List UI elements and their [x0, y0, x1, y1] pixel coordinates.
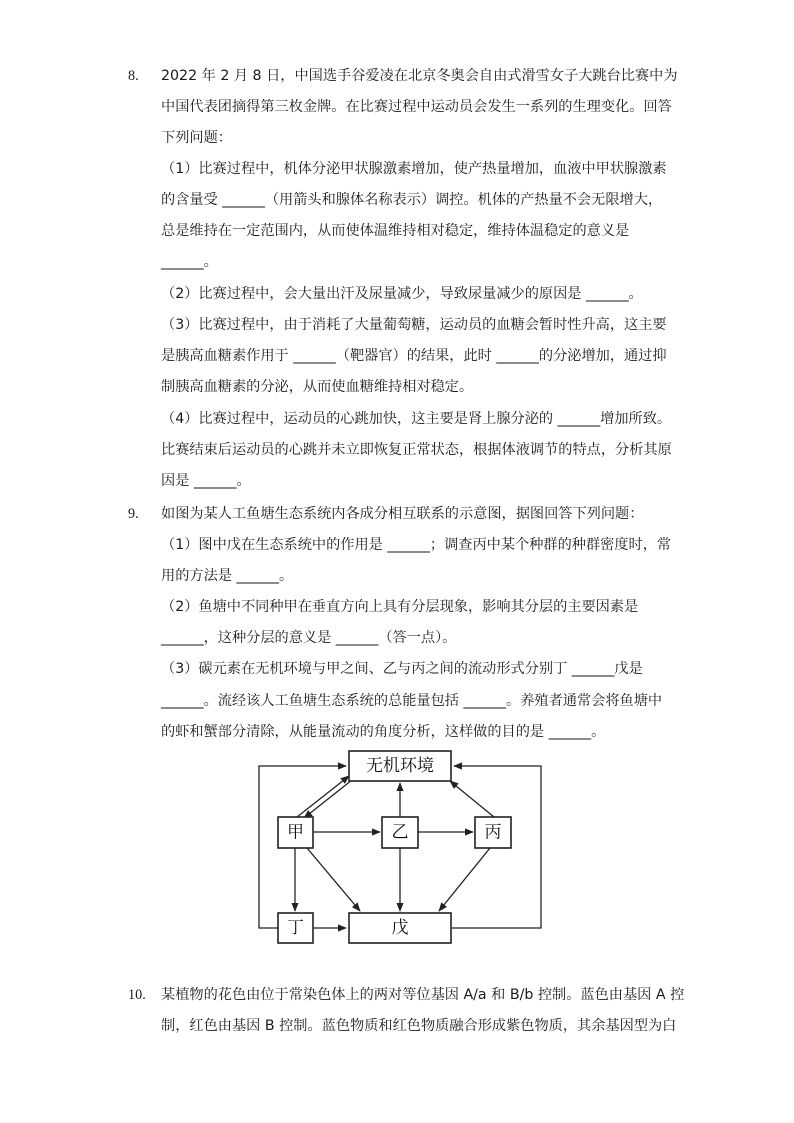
question-text-line: （4）比赛过程中，运动员的心跳加快，这主要是肾上腺分泌的 ______增加所致。 — [161, 411, 672, 427]
question-text-line: ______。流经该人工鱼塘生态系统的总能量包括 ______。养殖者通常会将鱼塘中 — [161, 693, 663, 709]
question-text-line: 某植物的花色由位于常染色体上的两对等位基因 A/a 和 B/b 控制。蓝色由基因 A 控 — [161, 987, 685, 1003]
question-number: 10. — [128, 987, 146, 1003]
question-text-line: 用的方法是 ______。 — [161, 568, 294, 584]
question-text-line: （3）比赛过程中，由于消耗了大量葡萄糖，运动员的血糖会暂时性升高，这主要 — [161, 317, 667, 333]
question-text-line: ______。 — [161, 254, 218, 270]
question-text-line: 因是 ______。 — [161, 473, 251, 489]
question-number: 8. — [128, 68, 139, 84]
node-label-yi: 乙 — [391, 822, 409, 843]
question-text-line: （2）鱼塘中不同种甲在垂直方向上具有分层现象，影响其分层的主要因素是 — [161, 599, 639, 615]
question-text-line: （3）碳元素在无机环境与甲之间、乙与丙之间的流动形式分别丁 ______戊是 — [161, 661, 643, 677]
question-text-line: 的含量受 ______（用箭头和腺体名称表示）调控。机体的产热量不会无限增大， — [161, 192, 663, 208]
arrow-bing-to-env — [450, 781, 494, 817]
node-label-wu: 戊 — [391, 918, 409, 938]
question-text-line: 如图为某人工鱼塘生态系统内各成分相互联系的示意图，据图回答下列问题： — [161, 506, 644, 522]
question-number: 9. — [128, 506, 139, 522]
question-text-line: ______，这种分层的意义是 ______（答一点）。 — [161, 630, 457, 646]
node-label-jia: 甲 — [287, 822, 304, 843]
question-text-line: （2）比赛过程中，会大量出汗及尿量减少，导致尿量减少的原因是 ______。 — [161, 286, 643, 302]
arrow-jia-to-env — [297, 776, 349, 817]
arrow-bing-to-wu — [439, 848, 490, 911]
arrow-env-to-jia — [304, 780, 352, 818]
question-text-line: （1）图中戊在生态系统中的作用是 ______；调查丙中某个种群的种群密度时，常 — [161, 537, 672, 553]
question-text-line: 下列问题： — [161, 130, 232, 146]
question-text-line: 2022 年 2 月 8 日，中国选手谷爱凌在北京冬奥会自由式滑雪女子大跳台比赛中为 — [161, 68, 678, 84]
arrow-jia-to-wu — [307, 848, 360, 911]
question-text-line: 总是维持在一定范围内，从而使体温维持相对稳定，维持体温稳定的意义是 — [161, 223, 630, 239]
question-text-line: 比赛结束后运动员的心跳并未立即恢复正常状态，根据体液调节的特点，分析其原 — [161, 442, 672, 458]
node-label-bing: 丙 — [484, 822, 502, 843]
node-label-env: 无机环境 — [366, 756, 434, 776]
question-text-line: 中国代表团摘得第三枚金牌。在比赛过程中运动员会发生一系列的生理变化。回答 — [161, 99, 672, 115]
question-text-line: （1）比赛过程中，机体分泌甲状腺激素增加，使产热量增加，血液中甲状腺激素 — [161, 161, 667, 177]
question-text-line: 制胰高血糖素的分泌，从而使血糖维持相对稳定。 — [161, 379, 474, 395]
question-text-line: 是胰高血糖素作用于 ______（靶器官）的结果，此时 ______的分泌增加，通过抑 — [161, 348, 667, 364]
question-text-line: 的虾和蟹部分清除，从能量流动的角度分析，这样做的目的是 ______。 — [161, 724, 606, 740]
node-label-ding: 丁 — [287, 918, 304, 938]
question-text-line: 制，红色由基因 B 控制。蓝色物质和红色物质融合形成紫色物质，其余基因型为白 — [161, 1018, 677, 1034]
